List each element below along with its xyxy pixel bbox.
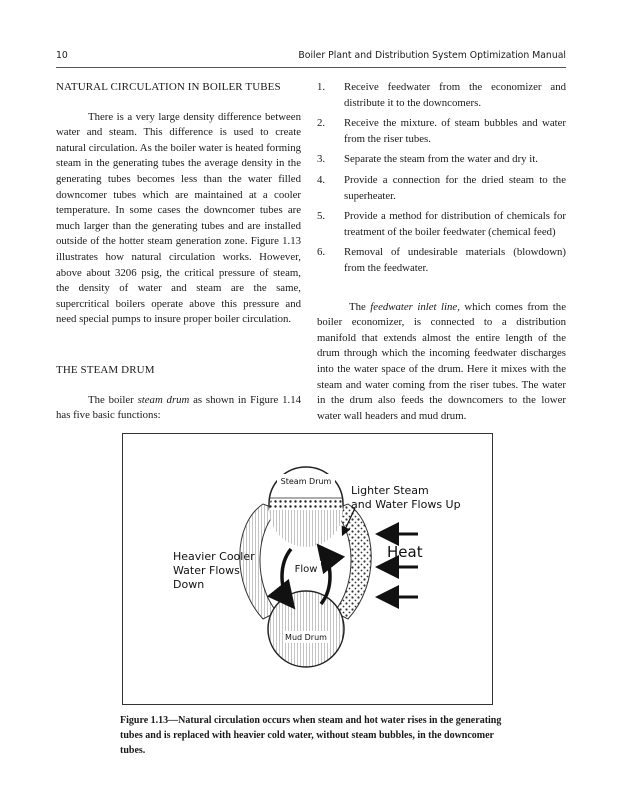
steam-drum-label: Steam Drum [280,477,332,486]
lighter-steam-label-line2: and Water Flows Up [351,498,461,511]
section-title-steam-drum: THE STEAM DRUM [56,363,155,376]
list-item: 2. Receive the mixture. of steam bubbles and water from the riser tubes. [317,117,566,145]
steam-drum-term: steam drum [137,393,190,406]
heavier-cooler-label-line3: Down [173,578,205,591]
circulation-diagram [123,434,494,706]
page-number: 10 [56,50,68,61]
header-rule [56,67,566,68]
left-column [56,80,301,424]
feedwater-inlet-term: feedwater inlet line, [370,300,460,313]
figure-natural-circulation [122,433,493,705]
feedwater-inlet-paragraph: The feedwater inlet line, which comes from the boiler economizer, is connected to a distribution manifold that extends almost the entire length of the drum through which the incoming feedwater discharges into the water space of the drum. Here it mixes with the steam and water coming from the riser tubes. The water in the drum also feeds the downcomers to the lower water wall headers and mud drum. [317,300,566,422]
natural-circulation-paragraph: There is a very large density difference between water and steam. This difference is used to create natural circulation. As the boiler water is heated forming steam in the generating tubes the average density in the generating tubes becomes less than the water filled downcomer tubes which are maintained at a cooler temperature. In some cases the downcomer tubes are much larger than the generating tubes and are installed outside of the hotter steam generation zone. Figure 1.13 illustrates how natural circulation works. However, above about 3206 psig, the critical pressure of steam, the density of water and steam are the same, supercritical boilers operate above this pressure and need special pumps to insure proper boiler circulation. [56,110,301,326]
page-header [56,50,566,64]
list-item: 6. Removal of undesirable materials (blowdown) from the feedwater. [317,246,566,274]
mud-drum-label: Mud Drum [285,633,327,642]
section-title-natural-circulation: NATURAL CIRCULATION IN BOILER TUBES [56,81,281,93]
heavier-cooler-label: Heavier Cooler [173,550,255,563]
steam-drum-paragraph: The boiler steam drum as shown in Figure 1.14 has five basic functions: [56,393,301,422]
list-item: 4. Provide a connection for the dried steam to the superheater. [317,173,566,202]
lighter-steam-label: Lighter Steam [351,484,429,497]
heavier-cooler-label-line2: Water Flows [173,564,240,577]
steam-drum-functions-list [317,80,566,277]
heat-label: Heat [387,543,423,561]
right-column [317,80,566,424]
list-item: 5. Provide a method for distribution of chemicals for treatment of the boiler feedwater (chemical feed) [317,210,566,238]
list-item: 3. Separate the steam from the water and dry it. [317,153,538,166]
running-title: Boiler Plant and Distribution System Optimization Manual [298,50,566,61]
mud-drum-icon [268,591,344,667]
figure-caption: Figure 1.13—Natural circulation occurs when steam and hot water rises in the generating tubes and is replaced with heavier cold water, without steam bubbles, in the downcomer tubes. [120,715,502,756]
flow-label: Flow [294,564,318,575]
list-item: 1. Receive feedwater from the economizer and distribute it to the downcomers. [317,81,566,109]
